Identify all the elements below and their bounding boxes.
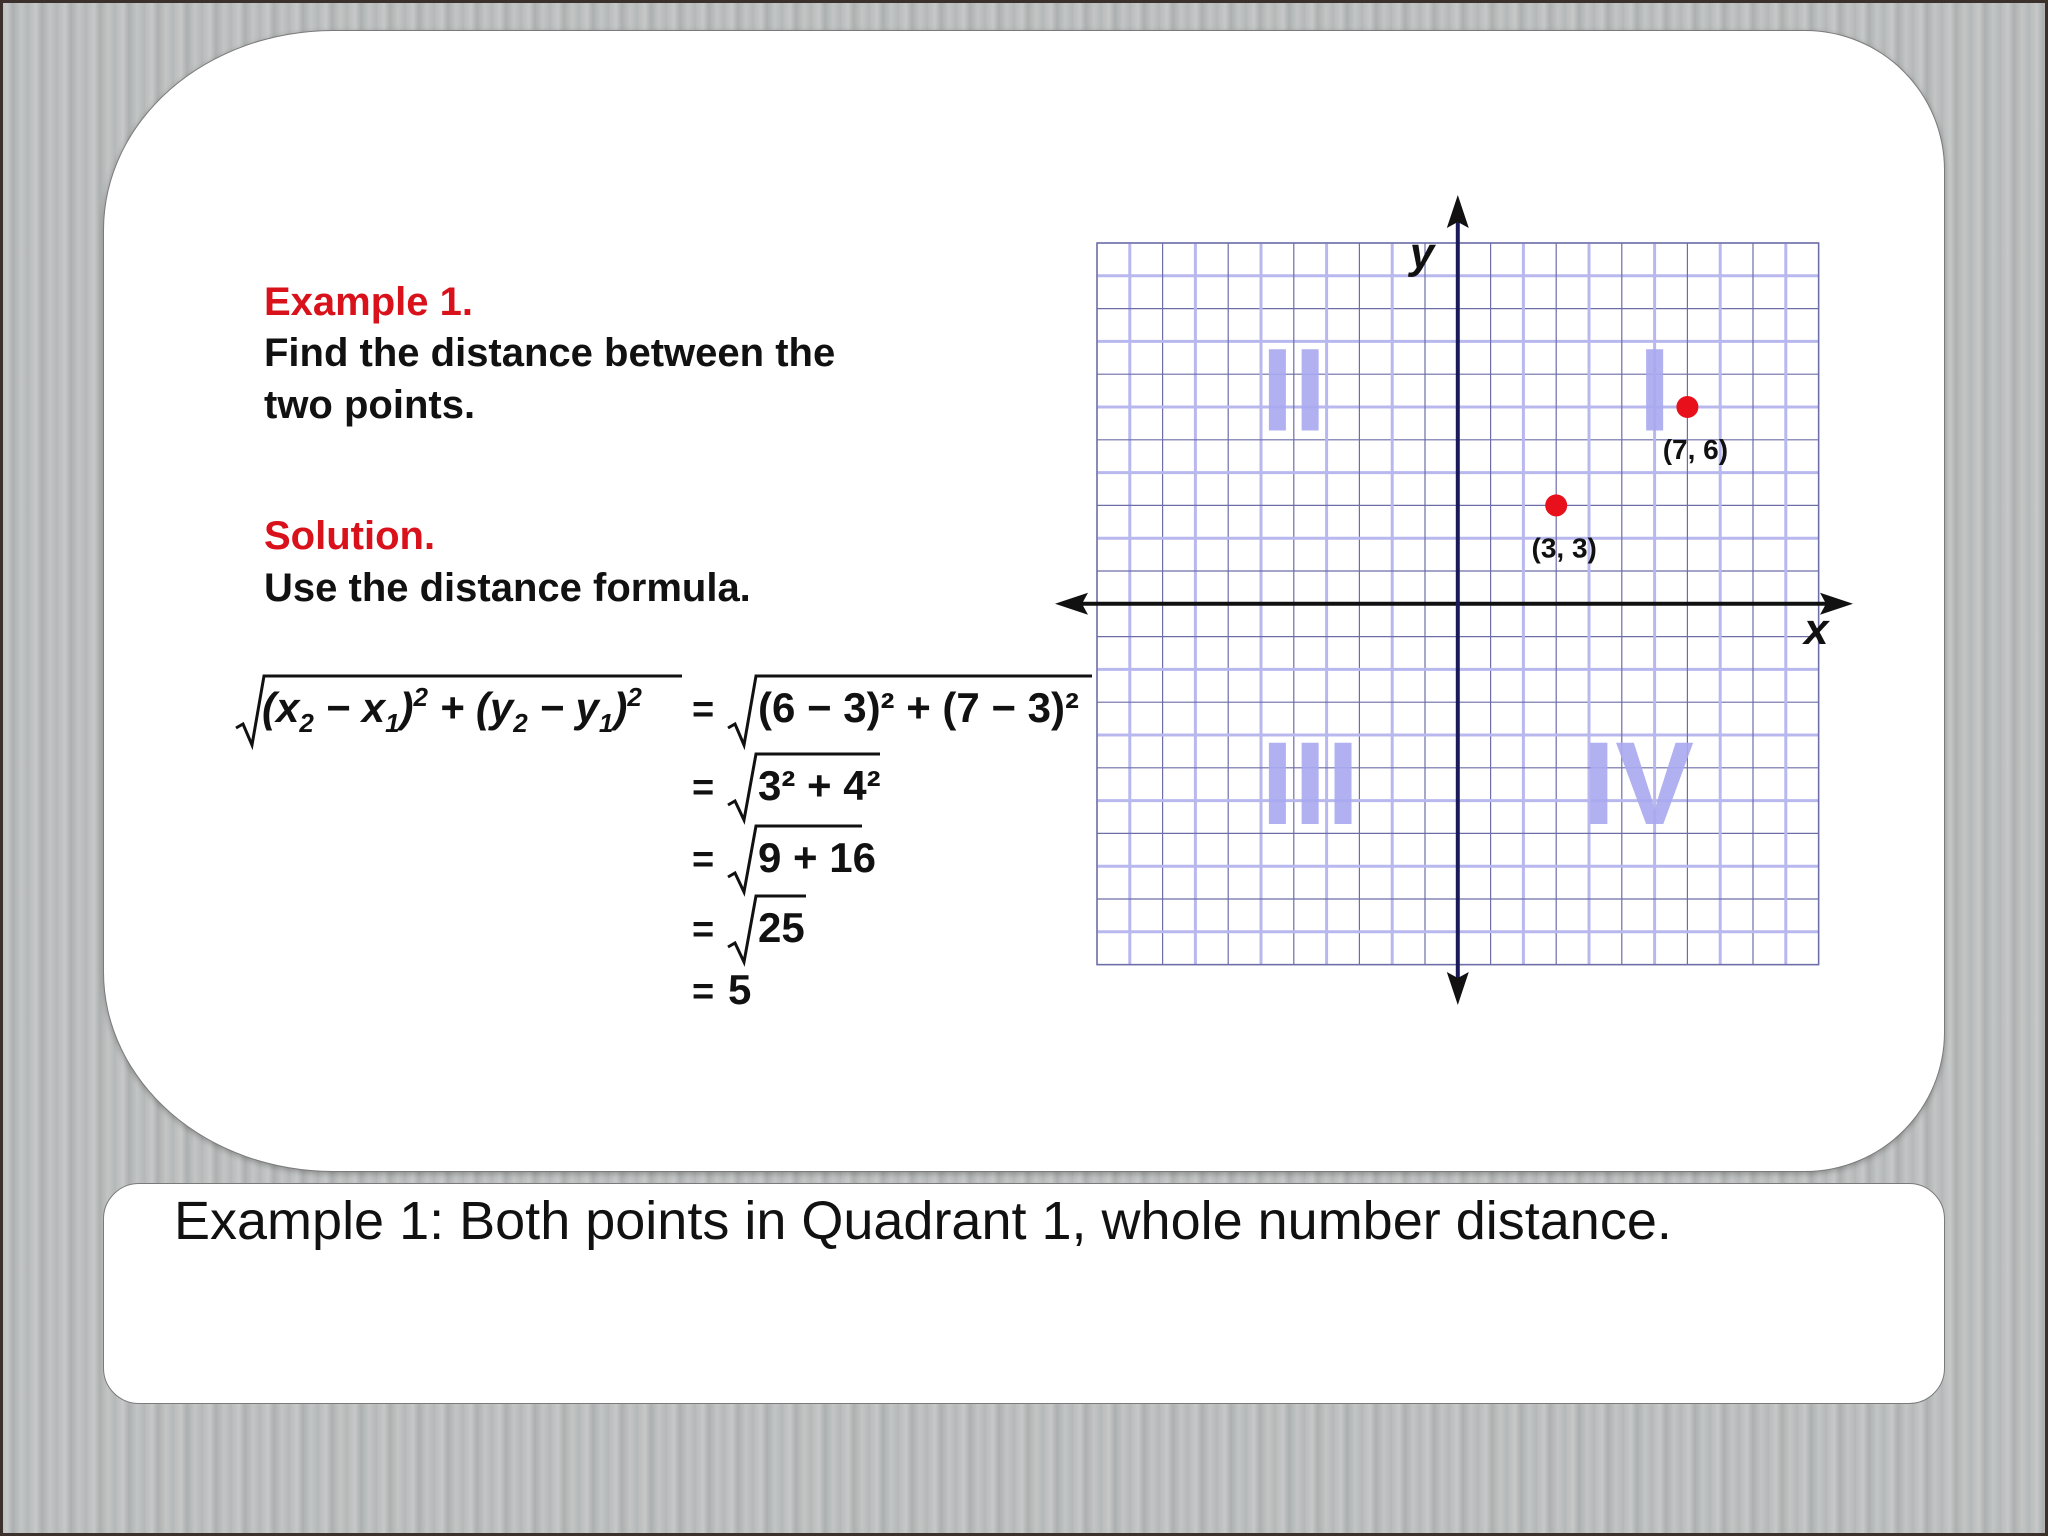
step-2: 3² + 4² [758,762,881,809]
quadrant-label-iv: IV [1582,718,1694,851]
step-4: 25 [758,904,805,951]
distance-formula [0,0,1100,1050]
solution-heading: Solution. [264,514,436,558]
example-heading: Example 1. [264,280,474,324]
x-axis-label: x [1804,604,1829,654]
data-point [1676,396,1698,418]
equals-2: = [692,767,715,809]
quadrant-label-i: I [1638,324,1671,457]
caption-panel [103,1183,1945,1404]
data-point [1545,494,1567,516]
caption-text: Example 1: Both points in Quadrant 1, whole number distance. [174,1191,1672,1251]
step-3: 9 + 16 [758,834,876,881]
quadrant-label-iii: III [1261,718,1360,851]
quadrant-label-ii: II [1261,324,1327,457]
general-formula: $(x_2 - x_1)^2 + (y_2 - y_1)^2$ [262,682,642,738]
solution-text: Use the distance formula. [264,566,751,610]
problem-line-1: Find the distance between the [264,331,836,375]
equals-3: = [692,839,715,881]
data-point-label: (7, 6) [1662,434,1729,465]
step-1: (6 − 3)² + (7 − 3)² [758,684,1079,731]
y-axis-label: y [1409,229,1435,278]
equals-1: = [692,689,715,731]
equals-5: = [692,971,715,1013]
equals-4: = [692,909,715,951]
axes [1055,195,1853,1005]
coordinate-graph [1040,180,1870,1020]
data-point-label: (3, 3) [1531,532,1597,564]
step-5: 5 [728,966,752,1013]
problem-line-2: two points. [264,383,476,427]
